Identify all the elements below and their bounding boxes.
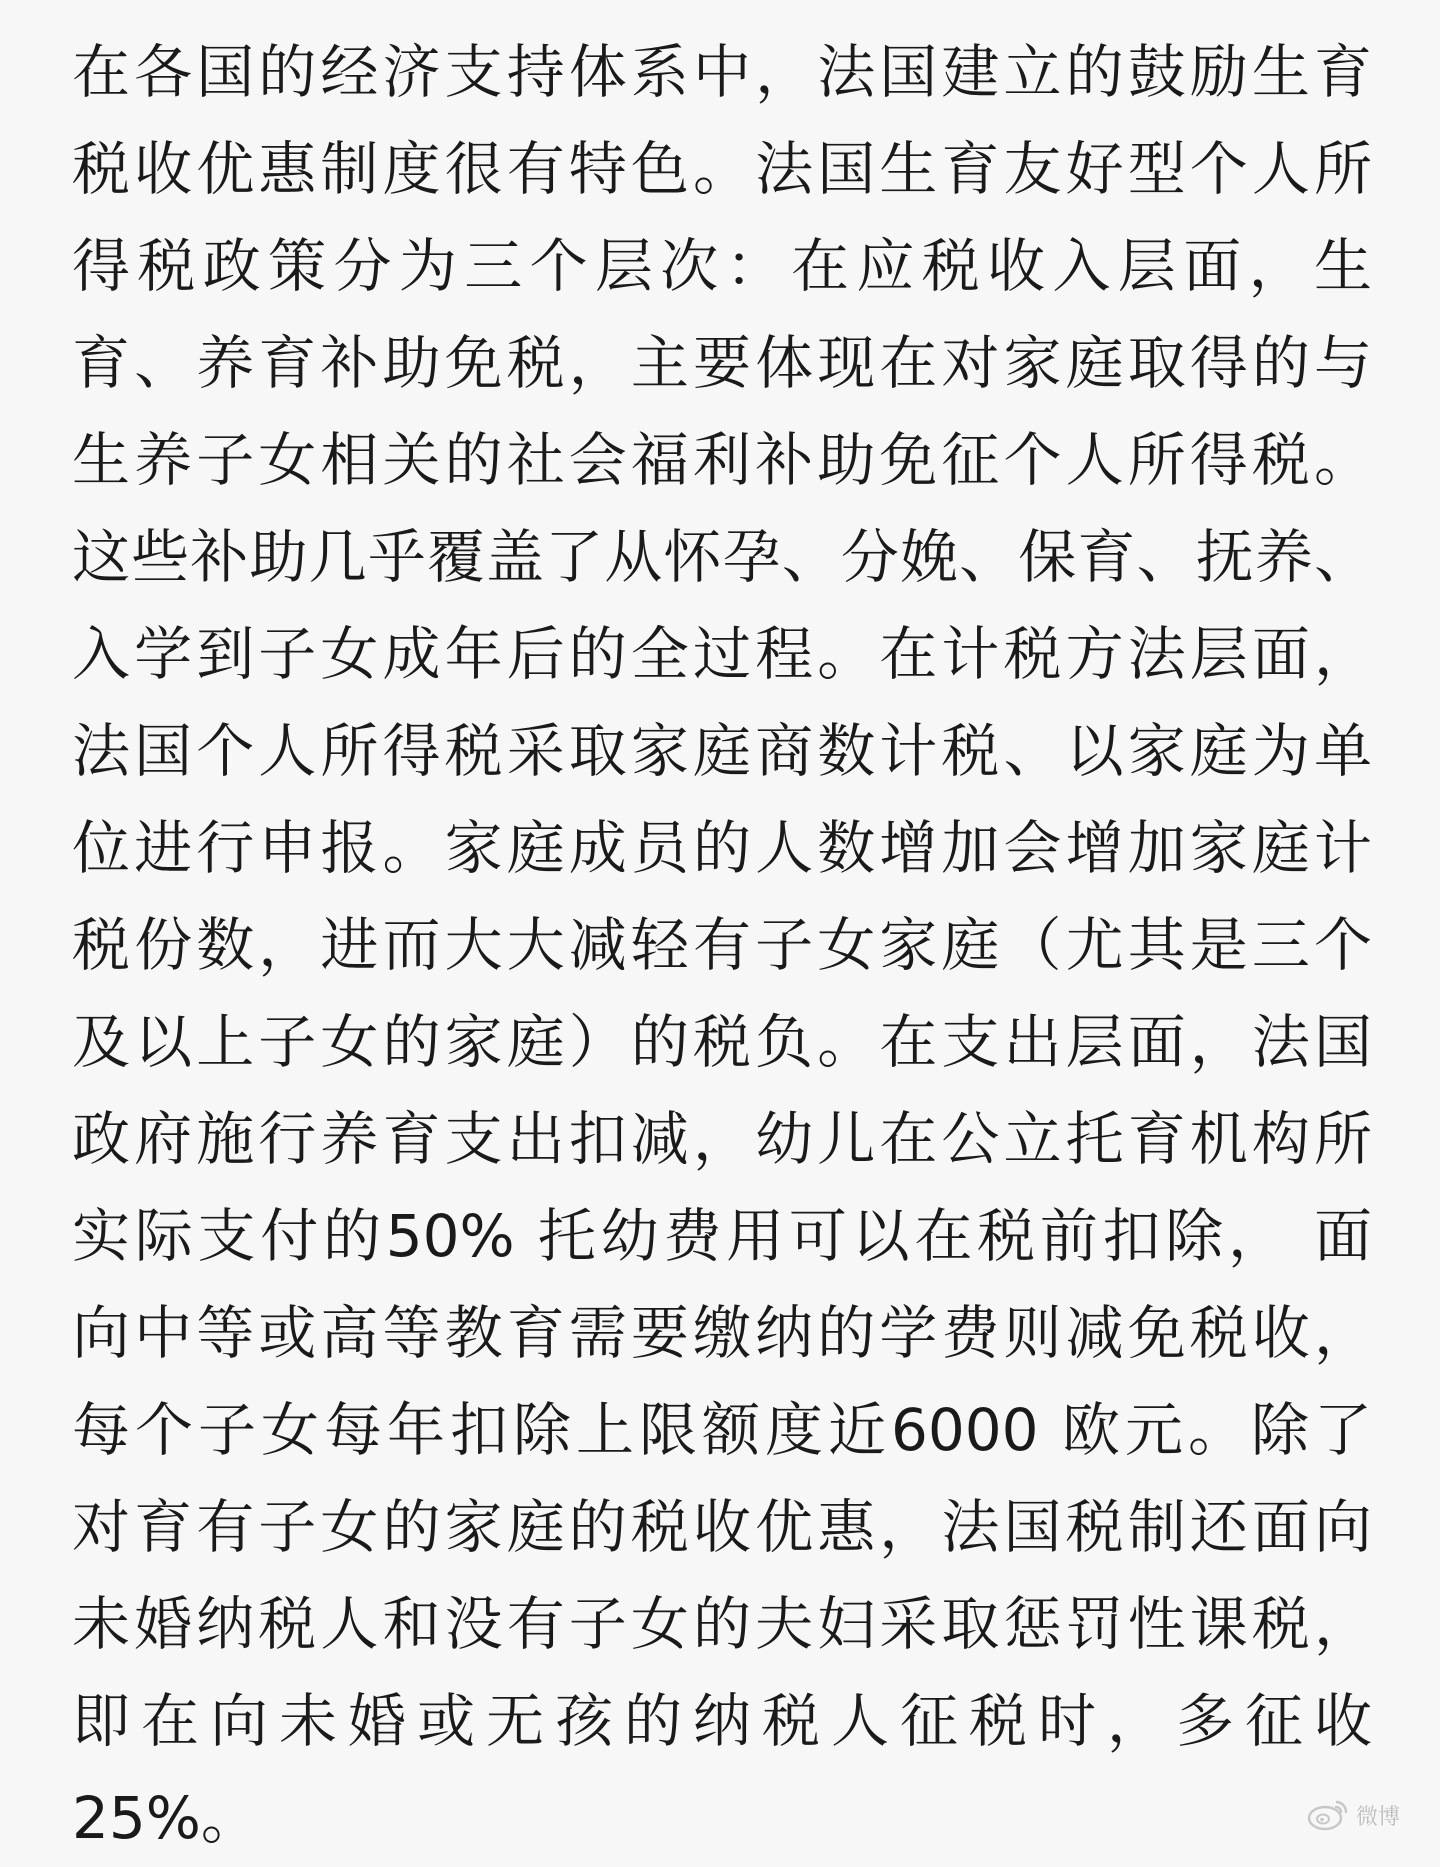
text-line: 得税政策分为三个层次：在应税收入层面，生	[72, 232, 1372, 300]
text-line: 每个子女每年扣除上限额度近6000 欧元。除了	[72, 1396, 1372, 1464]
text-line: 生养子女相关的社会福利补助免征个人所得税。	[72, 426, 1372, 494]
text-line: 入学到子女成年后的全过程。在计税方法层面，	[72, 620, 1372, 688]
text-line: 育、养育补助免税，主要体现在对家庭取得的与	[72, 329, 1372, 397]
text-line: 向中等或高等教育需要缴纳的学费则减免税收，	[72, 1299, 1372, 1367]
article-text	[72, 24, 1372, 1867]
weibo-logo-icon	[1306, 1798, 1350, 1832]
text-line: 税收优惠制度很有特色。法国生育友好型个人所	[72, 135, 1372, 203]
text-line: 对育有子女的家庭的税收优惠，法国税制还面向	[72, 1493, 1372, 1561]
text-line: 位进行申报。家庭成员的人数增加会增加家庭计	[72, 814, 1372, 882]
text-line: 在各国的经济支持体系中，法国建立的鼓励生育	[72, 38, 1372, 106]
text-line: 未婚纳税人和没有子女的夫妇采取惩罚性课税，	[72, 1590, 1372, 1658]
text-line: 政府施行养育支出扣减，幼儿在公立托育机构所	[72, 1105, 1372, 1173]
text-line: 及以上子女的家庭）的税负。在支出层面，法国	[72, 1008, 1372, 1076]
text-line: 法国个人所得税采取家庭商数计税、以家庭为单	[72, 717, 1372, 785]
text-line: 税份数，进而大大减轻有子女家庭（尤其是三个	[72, 911, 1372, 979]
weibo-watermark	[1306, 1798, 1400, 1832]
text-line: 这些补助几乎覆盖了从怀孕、分娩、保育、抚养、	[72, 523, 1372, 591]
watermark-text: 微博	[1355, 1804, 1400, 1830]
text-line: 即在向未婚或无孩的纳税人征税时，多征收	[72, 1687, 1372, 1755]
text-line: 25%。	[72, 1784, 259, 1852]
text-line: 实际支付的50% 托幼费用可以在税前扣除， 面	[72, 1202, 1372, 1270]
